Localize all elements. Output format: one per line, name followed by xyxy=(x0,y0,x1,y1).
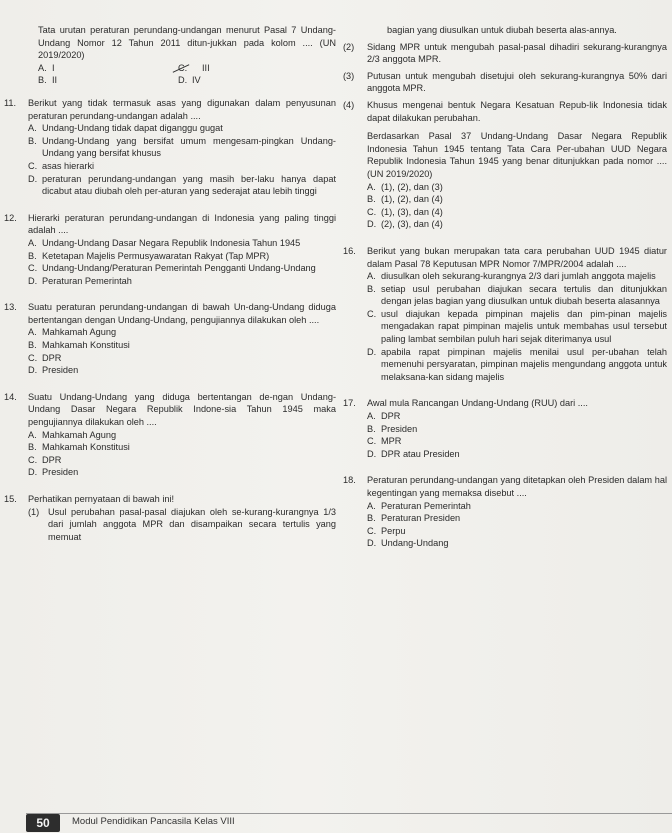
question-11: 11. Berikut yang tidak termasuk asas yang digunakan dalam penyusunan peraturan perundang-undangan adalah .... xyxy=(4,97,336,121)
q17-option-d: D. DPR atau Presiden xyxy=(367,448,460,459)
q13-option-c: C. DPR xyxy=(28,352,62,363)
q15-statement-4: (4) Khusus mengenai bentuk Negara Kesatuan Repub-lik Indonesia tidak dapat dilakukan perubahan. xyxy=(343,99,667,123)
q12-option-a: A. Undang-Undang Dasar Negara Republik Indonesia Tahun 1945 xyxy=(28,237,301,248)
question-18: 18. Peraturan perundang-undangan yang ditetapkan oleh Presiden dalam hal kegentingan yang memaksa disebut .... xyxy=(343,475,667,498)
q15-option-c: C. (1), (3), dan (4) xyxy=(367,206,443,217)
question-14: 14. Suatu Undang-Undang yang diduga bertentangan de-ngan Undang-Undang Dasar Negara Republik Indone-sia Tahun 1945 maka pengujiannya dilakukan oleh .... xyxy=(4,391,336,428)
page-number: 50 xyxy=(26,814,60,832)
q15-option-b: B. (1), (2), dan (4) xyxy=(367,194,443,205)
q11-option-b: B. Undang-Undang yang bersifat umum mengesam-pingkan Undang-Undang yang bersifat khusus xyxy=(28,135,336,159)
q11-option-c: C. asas hierarki xyxy=(28,160,95,171)
left-column xyxy=(4,24,336,543)
q14-option-d: D. Presiden xyxy=(28,467,79,478)
q16-option-d: D. apabila rapat pimpinan majelis menilai usul per-ubahan telah memenuhi persyaratan, pimpinan majelis mengundang anggota untuk melaksana-kan sidang majelis xyxy=(367,346,667,382)
q10-options xyxy=(38,62,336,87)
q10-option-d: D. IV xyxy=(178,75,201,86)
question-17: 17. Awal mula Rancangan Undang-Undang (RUU) dari .... xyxy=(343,398,588,409)
q14-option-b: B. Mahkamah Konstitusi xyxy=(28,442,130,453)
question-12: 12. Hierarki peraturan perundang-undangan di Indonesia yang paling tinggi adalah .... xyxy=(4,212,336,236)
q10-option-b: B. II xyxy=(38,75,58,86)
q15-stem: Berdasarkan Pasal 37 Undang-Undang Dasar Negara Republik Indonesia Tahun 1945 tentang Tata Cara Per-ubahan UUD Negara Republik Indonesia Tahun 1945 yang benar ditunjukkan pada nomor .... (UN 2019/2020) xyxy=(367,131,667,179)
q10-stem-continued: Tata urutan peraturan perundang-undangan menurut Pasal 7 Undang-Undang Nomor 12 Tahun 2011 ditun-jukkan pada kolom .... (UN 2019/2020) xyxy=(38,25,336,61)
q14-option-c: C. DPR xyxy=(28,454,62,465)
q18-option-d: D. Undang-Undang xyxy=(367,538,449,549)
q15-option-d: D. (2), (3), dan (4) xyxy=(367,219,443,230)
footer-divider xyxy=(26,813,672,814)
q18-option-a: A. Peraturan Pemerintah xyxy=(367,500,471,511)
q11-option-a: A. Undang-Undang tidak dapat diganggu gugat xyxy=(28,123,223,134)
page-footer xyxy=(0,804,672,833)
q17-option-a: A. DPR xyxy=(367,411,401,422)
q11-option-d: D. peraturan perundang-undangan yang masih ber-laku hanya dapat dicabut atau diubah oleh per-aturan yang sederajat atau lebih tinggi xyxy=(28,173,336,197)
footer-title: Modul Pendidikan Pancasila Kelas VIII xyxy=(72,816,235,827)
q15-statement-1-continued: bagian yang diusulkan untuk diubah beserta alas-annya. xyxy=(387,25,617,35)
q12-option-d: D. Peraturan Pemerintah xyxy=(28,275,132,286)
q12-option-c: C. Undang-Undang/Peraturan Pemerintah Pengganti Undang-Undang xyxy=(28,263,316,274)
q18-option-b: B. Peraturan Presiden xyxy=(367,513,461,524)
right-column xyxy=(343,24,667,550)
question-13: 13. Suatu peraturan perundang-undangan di bawah Un-dang-Undang diduga bertentangan dengan Undang-Undang, pengujiannya dilakukan oleh .... xyxy=(4,302,336,325)
q16-option-b: B. setiap usul perubahan diajukan secara tertulis dan ditunjukkan dengan jelas bagian yang diusulkan untuk diubah beserta alasannya xyxy=(367,283,667,307)
q15-statement-1: (1) Usul perubahan pasal-pasal diajukan oleh se-kurang-kurangnya 1/3 dari jumlah anggota MPR dan disampaikan secara tertulis yang memuat xyxy=(28,506,336,542)
q16-option-c: C. usul diajukan kepada pimpinan majelis dan pim-pinan majelis mengadakan rapat pimpinan majelis untuk membahas usul tersebut paling lambat sembilan puluh hari sejak diterimanya usul xyxy=(367,308,667,345)
q17-option-c: C. MPR xyxy=(367,436,402,447)
q14-option-a: A. Mahkamah Agung xyxy=(28,429,117,440)
question-16: 16. Berikut yang bukan merupakan tata cara perubahan UUD 1945 diatur dalam Pasal 78 Keputusan MPR Nomor 7/MPR/2004 adalah .... xyxy=(343,245,667,269)
q15-statement-3: (3) Putusan untuk mengubah disetujui oleh sekurang-kurangnya 50% dari anggota MPR. xyxy=(343,70,667,94)
q15-option-a: A. (1), (2), dan (3) xyxy=(367,181,443,192)
q13-option-d: D. Presiden xyxy=(28,365,79,376)
question-15: 15. Perhatikan pernyataan di bawah ini! xyxy=(4,494,175,504)
q18-option-c: C. Perpu xyxy=(367,525,406,536)
q16-option-a: A. diusulkan oleh sekurang-kurangnya 2/3 dari jumlah anggota majelis xyxy=(367,271,656,282)
q10-option-c: C. III xyxy=(178,62,210,73)
q13-option-a: A. Mahkamah Agung xyxy=(28,327,117,338)
q10-option-a: A. I xyxy=(38,62,55,73)
q12-option-b: B. Ketetapan Majelis Permusyawaratan Rakyat (Tap MPR) xyxy=(28,250,270,261)
q13-option-b: B. Mahkamah Konstitusi xyxy=(28,340,130,351)
q15-statement-2: (2) Sidang MPR untuk mengubah pasal-pasal dihadiri sekurang-kurangnya 2/3 anggota MPR. xyxy=(343,41,667,65)
q17-option-b: B. Presiden xyxy=(367,423,418,434)
